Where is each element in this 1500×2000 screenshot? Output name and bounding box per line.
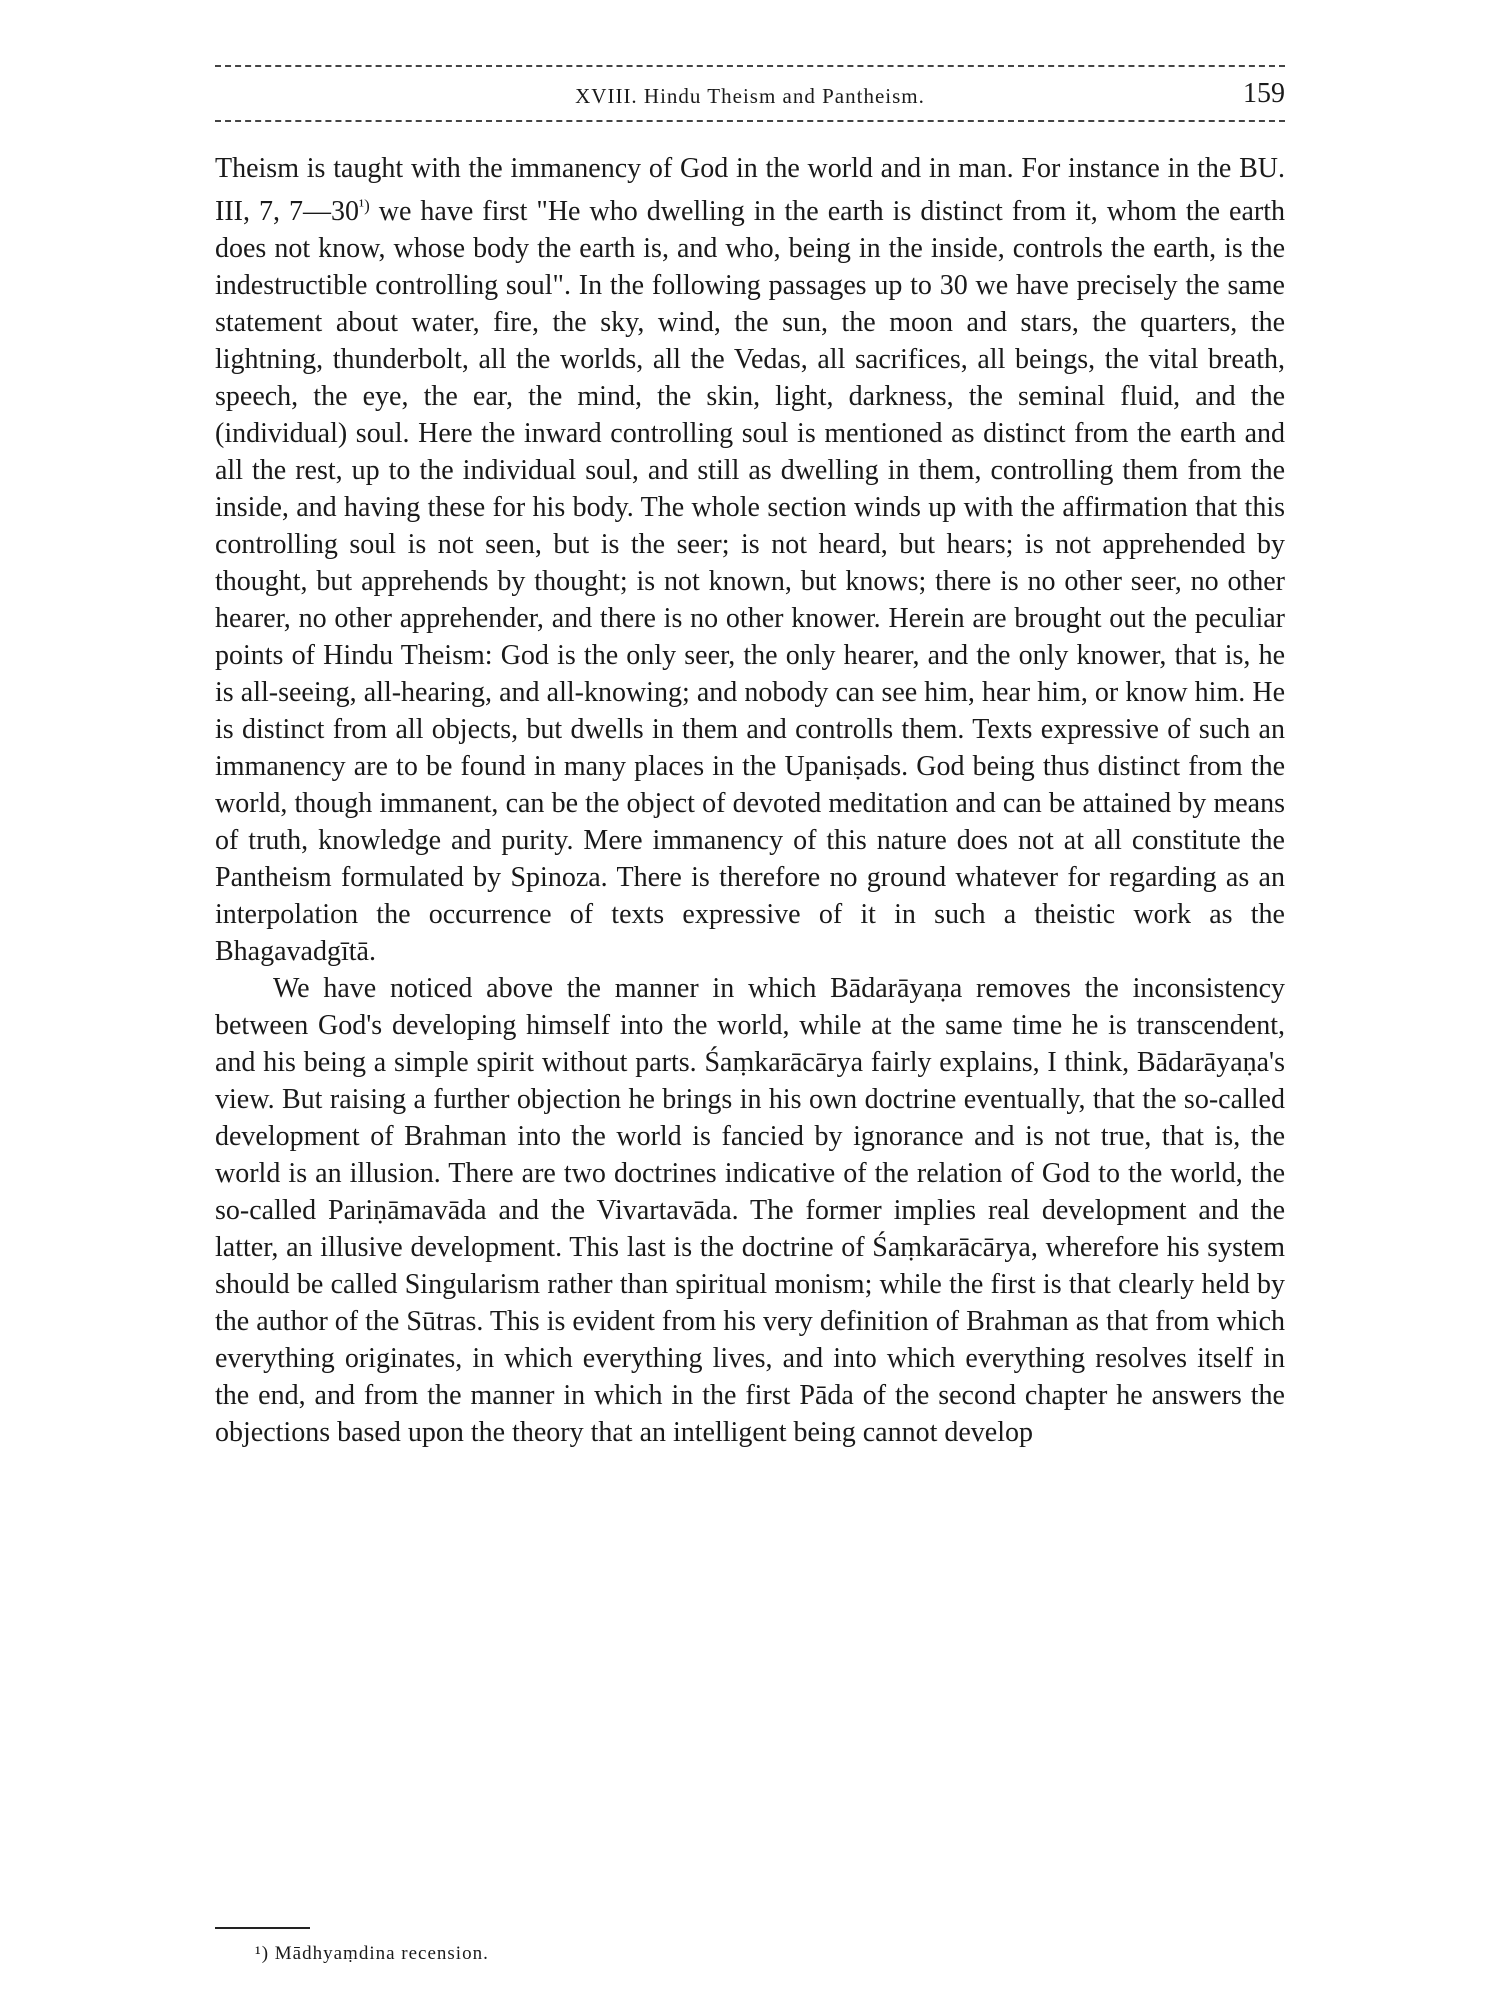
running-title: XVIII. Hindu Theism and Pantheism.: [575, 84, 925, 108]
running-head: [215, 78, 1285, 114]
paragraph-1: [215, 150, 1285, 970]
body-text: [215, 150, 1285, 1451]
header-rule-bottom: [215, 120, 1285, 122]
page-number: 159: [1243, 78, 1285, 109]
paragraph-1-rest: we have first "He who dwelling in the earth is distinct from it, whom the earth does not know, whose body the earth is, and who, being in the inside, controls the earth, is the indestructible controlling soul". In the following passages up to 30 we have precisely the same statement about water, fire, the sky, wind, the sun, the moon and stars, the quarters, the lightning, thunderbolt, all the worlds, all the Vedas, all sacrifices, all beings, the vital breath, speech, the eye, the ear, the mind, the skin, light, darkness, the seminal fluid, and the (individual) soul. Here the inward controlling soul is mentioned as distinct from the earth and all the rest, up to the individual soul, and still as dwelling in them, controlling them from the inside, and having these for his body. The whole section winds up with the affirmation that this controlling soul is not seen, but is the seer; is not heard, but hears; is not apprehended by thought, but apprehends by thought; is not known, but knows; there is no other seer, no other hearer, no other apprehender, and there is no other knower. Herein are brought out the peculiar points of Hindu Theism: God is the only seer, the only hearer, and the only knower, that is, he is all-seeing, all-hearing, and all-knowing; and nobody can see him, hear him, or know him. He is distinct from all objects, but dwells in them and controlls them. Texts expressive of such an immanency are to be found in many places in the Upaniṣads. God being thus distinct from the world, though immanent, can be the object of devoted meditation and can be attained by means of truth, knowledge and purity. Mere immanency of this nature does not at all constitute the Pantheism formulated by Spinoza. There is therefore no ground whatever for regarding as an interpolation the occurrence of texts expressive of it in such a theistic work as the Bhagavadgītā.: [215, 196, 1285, 967]
paragraph-2: We have noticed above the manner in which Bādarāyaṇa removes the inconsistency between God's developing himself into the world, while at the same time he is transcendent, and his being a simple spirit without parts. Śaṃkarācārya fairly explains, I think, Bādarāyaṇa's view. But raising a further objection he brings in his own doctrine eventually, that the so-called development of Brahman into the world is fancied by ignorance and is not true, that is, the world is an illusion. There are two doctrines indicative of the relation of God to the world, the so-called Pariṇāmavāda and the Vivartavāda. The former implies real development and the latter, an illusive development. This last is the doctrine of Śaṃkarācārya, wherefore his system should be called Singularism rather than spiritual monism; while the first is that clearly held by the author of the Sūtras. This is evident from his very definition of Brahman as that from which everything originates, in which everything lives, and into which everything resolves itself in the end, and from the manner in which in the first Pāda of the second chapter he answers the objections based upon the theory that an intelligent being cannot develop: [215, 973, 1285, 1448]
footnote-marker: ¹): [359, 196, 370, 215]
paragraph-1-start: Theism is taught with the immanency of God in the world and in man. For instance in the BU. III, 7, 7—30: [215, 153, 1285, 227]
footnote-rule: [215, 1927, 310, 1929]
book-page: [215, 55, 1290, 1964]
footnote: ¹) Mādhyaṃdina recension.: [255, 1943, 489, 1964]
header-rule-top: [215, 65, 1285, 67]
